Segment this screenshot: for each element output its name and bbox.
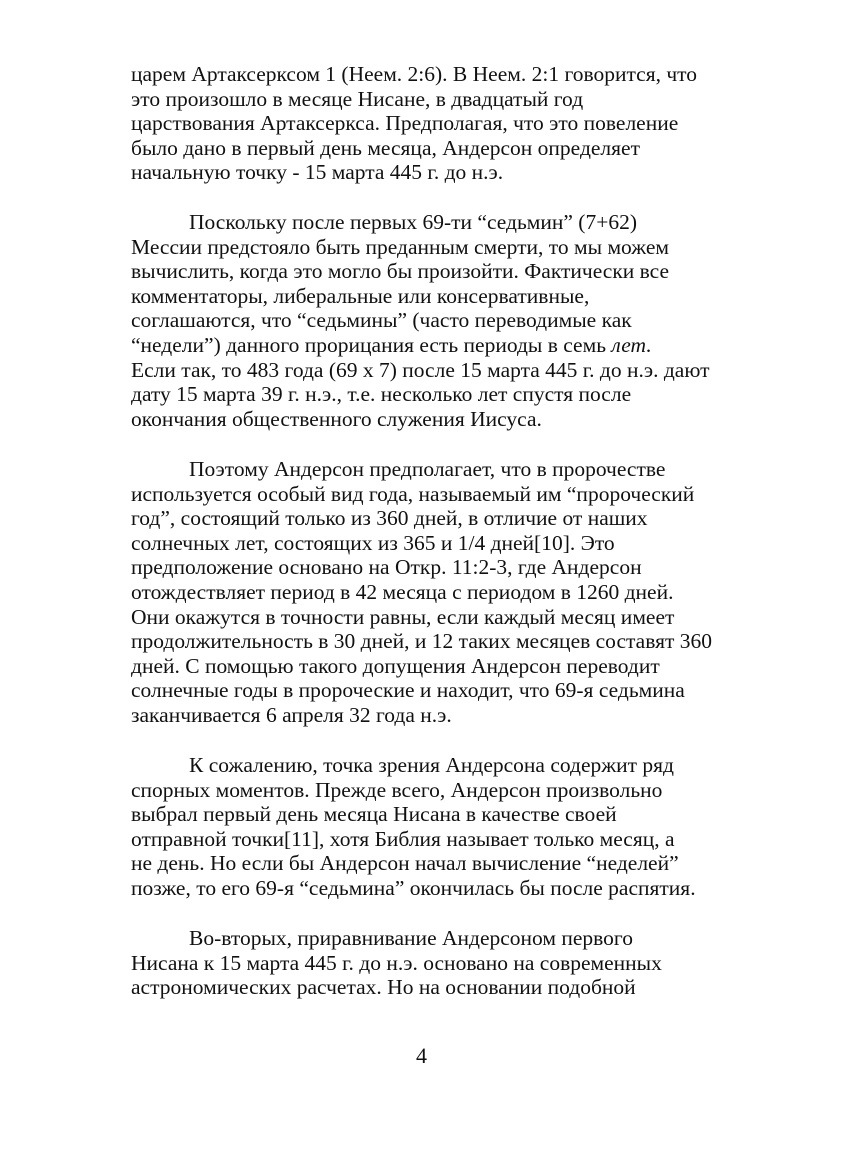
text-line: царствования Артаксеркса. Предполагая, что это повеление bbox=[131, 111, 679, 136]
paragraph-4 bbox=[131, 753, 731, 901]
text-line: год”, состоящий только из 360 дней, в отличие от наших bbox=[131, 506, 648, 531]
paragraph-5 bbox=[131, 926, 731, 1000]
text-line: Если так, то 483 года (69 х 7) после 15 марта 445 г. до н.э. дают bbox=[131, 357, 710, 382]
text-line: позже, то его 69-я “седьмина” окончилась бы после распятия. bbox=[131, 875, 696, 900]
text-line: предположение основано на Откр. 11:2-3, где Андерсон bbox=[131, 555, 642, 580]
text-line: Мессии предстояло быть преданным смерти, то мы можем bbox=[131, 234, 669, 259]
text-line: используется особый вид года, называемый им “пророческий bbox=[131, 481, 695, 506]
text-line: комментаторы, либеральные или консервативные, bbox=[131, 283, 590, 308]
text-line: вычислить, когда это могло бы произойти. Фактически все bbox=[131, 259, 670, 284]
text-line: астрономических расчетах. Но на основании подобной bbox=[131, 975, 636, 1000]
paragraph-2 bbox=[131, 210, 731, 431]
text-line: начальную точку - 15 марта 445 г. до н.э. bbox=[131, 160, 504, 185]
paragraph-1 bbox=[131, 62, 731, 185]
text-line: выбрал первый день месяца Нисана в качестве своей bbox=[131, 802, 617, 827]
text-line: было дано в первый день месяца, Андерсон определяет bbox=[131, 135, 640, 160]
text-line: Они окажутся в точности равны, если каждый месяц имеет bbox=[131, 604, 675, 629]
text-line: Поскольку после первых 69-ти “седьмин” (7+62) bbox=[189, 210, 637, 234]
italic-word: лет. bbox=[611, 332, 652, 357]
text-line: дней. С помощью такого допущения Андерсон переводит bbox=[131, 653, 660, 678]
text-line: Нисана к 15 марта 445 г. до н.э. основано на современных bbox=[131, 950, 662, 975]
text-line: дату 15 марта 39 г. н.э., т.е. несколько лет спустя после bbox=[131, 382, 632, 407]
text-line: окончания общественного служения Иисуса. bbox=[131, 406, 542, 431]
text-line: спорных моментов. Прежде всего, Андерсон произвольно bbox=[131, 777, 663, 802]
text-line: это произошло в месяце Нисане, в двадцатый год bbox=[131, 86, 584, 111]
text-line-start: “недели”) данного прорицания есть периоды в семь bbox=[131, 332, 612, 357]
text-line: заканчивается 6 апреля 32 года н.э. bbox=[131, 702, 452, 727]
text-line bbox=[131, 333, 731, 358]
text-line: Во-вторых, приравнивание Андерсоном первого bbox=[189, 926, 633, 950]
text-line: отправной точки[11], хотя Библия называет только месяц, а bbox=[131, 826, 675, 851]
text-line: царем Артаксерксом 1 (Неем. 2:6). В Неем. 2:1 говорится, что bbox=[131, 62, 698, 86]
paragraph-3 bbox=[131, 457, 731, 728]
text-line: не день. Но если бы Андерсон начал вычисление “неделей” bbox=[131, 851, 679, 876]
page-number: 4 bbox=[416, 1043, 427, 1068]
text-line: продолжительность в 30 дней, и 12 таких месяцев составят 360 bbox=[131, 629, 712, 654]
text-line: К сожалению, точка зрения Андерсона содержит ряд bbox=[189, 753, 674, 777]
text-line: солнечных лет, состоящих из 365 и 1/4 дней[10]. Это bbox=[131, 530, 615, 555]
text-line: отождествляет период в 42 месяца с периодом в 1260 дней. bbox=[131, 579, 674, 604]
text-line: соглашаются, что “седьмины” (часто переводимые как bbox=[131, 308, 632, 333]
text-line: Поэтому Андерсон предполагает, что в пророчестве bbox=[189, 457, 666, 481]
text-line: солнечные годы в пророческие и находит, что 69-я седьмина bbox=[131, 678, 685, 703]
